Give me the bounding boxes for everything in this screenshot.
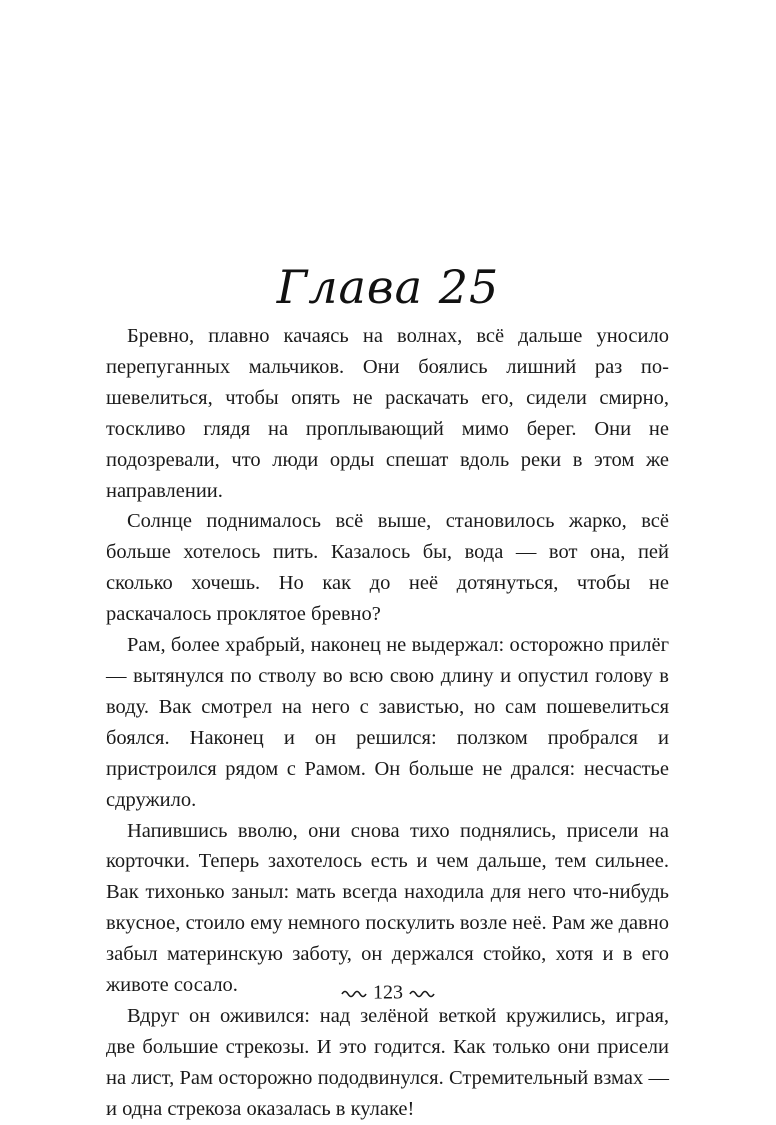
- page-footer: [0, 977, 776, 1006]
- wave-ornament-icon: [409, 978, 435, 1006]
- paragraph: Напившись вволю, они снова тихо поднялись, присели на корточки. Теперь захотелось есть и чем дальше, тем сильнее. Вак тихонько заныл: мать всегда находила для него что-нибудь вкусное, стоило ему немного поскулить возле неё. Рам же давно забыл материнскую заботу, он держался стойко, хотя и в его животе сосало.: [106, 819, 669, 997]
- paragraph: Рам, более храбрый, наконец не выдержал: осторожно прилёг — вытянулся по стволу во всю свою длину и опустил голову в воду. Вак смотрел на него с завистью, но сам пошевелиться боялся. Наконец и он решился: ползком пробрался и пристроился рядом с Рамом. Он больше не дрался: несчастье сдружило.: [106, 634, 669, 811]
- wave-ornament-icon: [341, 978, 367, 1006]
- paragraph: Бревно, плавно качаясь на волнах, всё дальше уносило перепуганных мальчиков. Они боялись лишний раз пошевелиться, чтобы опять не раскачать его, сидели смирно, тоскливо глядя на проплывающий мимо берег. Они не подозревали, что люди орды спешат вдоль реки в этом же направлении.: [106, 325, 669, 502]
- chapter-title: Глава 25: [276, 260, 500, 314]
- paragraph: Солнце поднималось всё выше, становилось жарко, всё больше хотелось пить. Казалось бы, вода — вот она, пей сколько хочешь. Но как до неё дотянуться, чтобы не раскачалось проклятое бревно?: [106, 510, 669, 626]
- paragraph: Вдруг он оживился: над зелёной веткой кружились, играя, две большие стрекозы. И это годится. Как только они присели на лист, Рам осторожно пододвинулся. Стремительный взмах — и одна стрекоза оказалась в кулаке!: [106, 1004, 669, 1120]
- page-number: 123: [373, 981, 403, 1004]
